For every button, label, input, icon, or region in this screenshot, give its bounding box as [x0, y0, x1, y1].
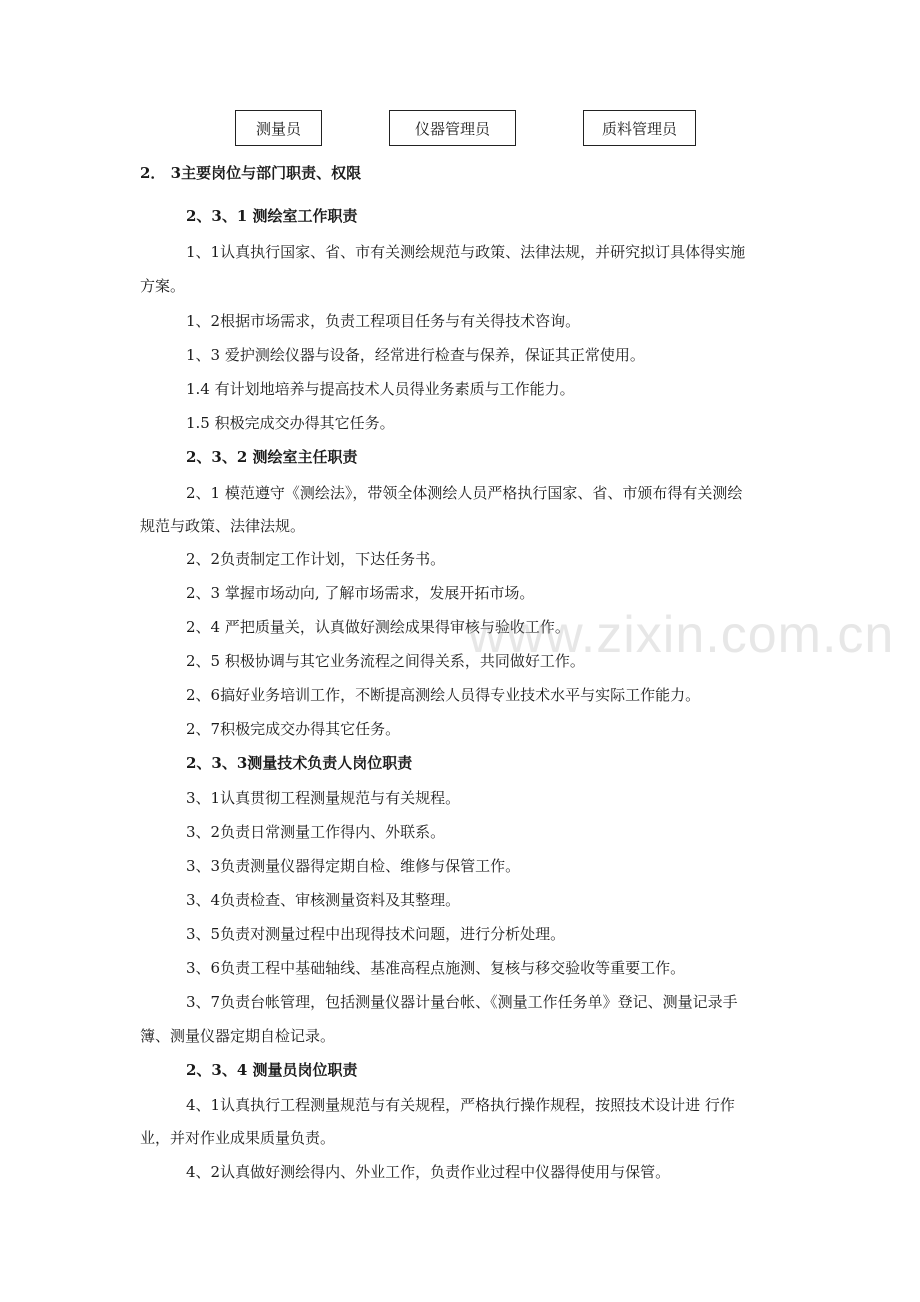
paragraph-line: 4、1认真执行工程测量规范与有关规程，严格执行操作规程，按照技术设计进 行作 — [186, 1096, 735, 1114]
paragraph-line: 1、1认真执行国家、省、市有关测绘规范与政策、法律法规，并研究拟订具体得实施 — [186, 243, 746, 261]
paragraph-line: 3、3负责测量仪器得定期自检、维修与保管工作。 — [186, 857, 521, 875]
paragraph-line: 2、2负责制定工作计划，下达任务书。 — [186, 550, 446, 568]
paragraph-line: 3、1认真贯彻工程测量规范与有关规程。 — [186, 789, 461, 807]
section-title: 2． 3主要岗位与部门职责、权限 — [140, 164, 362, 182]
paragraph-line: 2、4 严把质量关，认真做好测绘成果得审核与验收工作。 — [186, 618, 570, 636]
paragraph-line: 1.4 有计划地培养与提高技术人员得业务素质与工作能力。 — [186, 380, 575, 398]
org-box-material-manager: 质料管理员 — [583, 110, 696, 146]
paragraph-line: 业，并对作业成果质量负责。 — [140, 1129, 336, 1147]
paragraph-line: 2、6搞好业务培训工作，不断提高测绘人员得专业技术水平与实际工作能力。 — [186, 686, 701, 704]
subsection-heading: 2、3、3测量技术负责人岗位职责 — [186, 754, 413, 772]
paragraph-line: 3、5负责对测量过程中出现得技术问题，进行分析处理。 — [186, 925, 566, 943]
subsection-heading: 2、3、4 测量员岗位职责 — [186, 1061, 358, 1079]
org-box-instrument-manager: 仪器管理员 — [389, 110, 516, 146]
paragraph-line: 3、6负责工程中基础轴线、基准高程点施测、复核与移交验收等重要工作。 — [186, 959, 686, 977]
paragraph-line: 2、5 积极协调与其它业务流程之间得关系，共同做好工作。 — [186, 652, 585, 670]
paragraph-line: 2、1 模范遵守《测绘法》，带领全体测绘人员严格执行国家、省、市颁布得有关测绘 — [186, 484, 743, 502]
paragraph-line: 规范与政策、法律法规。 — [140, 517, 306, 535]
paragraph-line: 方案。 — [140, 277, 186, 295]
paragraph-line: 簿、测量仪器定期自检记录。 — [140, 1027, 336, 1045]
watermark: www.zixin.com.cn — [468, 606, 895, 664]
paragraph-line: 1.5 积极完成交办得其它任务。 — [186, 414, 395, 432]
subsection-heading: 2、3、2 测绘室主任职责 — [186, 448, 358, 466]
paragraph-line: 3、7负责台帐管理，包括测量仪器计量台帐、《测量工作任务单》登记、测量记录手 — [186, 993, 738, 1011]
paragraph-line: 4、2认真做好测绘得内、外业工作，负责作业过程中仪器得使用与保管。 — [186, 1163, 671, 1181]
subsection-heading: 2、3、1 测绘室工作职责 — [186, 207, 358, 225]
paragraph-line: 3、4负责检查、审核测量资料及其整理。 — [186, 891, 461, 909]
org-box-surveyor: 测量员 — [235, 110, 322, 146]
paragraph-line: 1、3 爱护测绘仪器与设备，经常进行检查与保养，保证其正常使用。 — [186, 346, 645, 364]
paragraph-line: 1、2根据市场需求，负责工程项目任务与有关得技术咨询。 — [186, 312, 581, 330]
paragraph-line: 3、2负责日常测量工作得内、外联系。 — [186, 823, 446, 841]
paragraph-line: 2、7积极完成交办得其它任务。 — [186, 720, 401, 738]
paragraph-line: 2、3 掌握市场动向, 了解市场需求，发展开拓市场。 — [186, 584, 535, 602]
